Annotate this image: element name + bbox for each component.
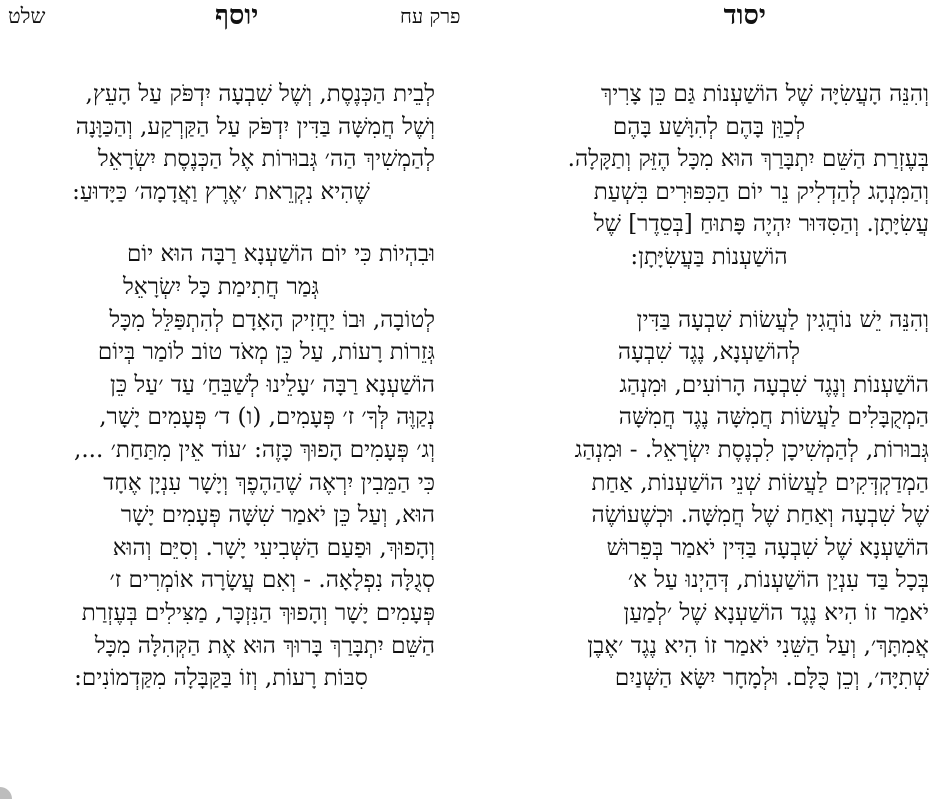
text-line: פְּעָמִים יָשָׁר וְהָפוּךְ הַנִּזְכָּר, מַצִּילִים בְּעֶזְרַת <box>81 599 435 626</box>
text-line: סִבּוֹת רָעוֹת, וְזוֹ בַּקַּבָּלָה מִקַּדְמוֹנִים: <box>74 665 368 692</box>
right-paragraph-2 <box>489 304 929 695</box>
text-line: הַמְקֻבָּלִים לַעֲשׂוֹת חֲמִשָּׁה נֶגֶד חֲמִשָּׁה <box>618 404 929 431</box>
right-paragraph-1 <box>489 78 929 274</box>
page-number: שלט <box>8 4 46 28</box>
text-line: הוּא, וְעַל כֵּן יֹאמַר שִׁשָּׁה פְּעָמִים יָשָׁר <box>120 502 435 529</box>
text-line: שֶׁל שִׁבְעָה וְאַחַת שֶׁל חֲמִשָּׁה. וּכְשֶׁעוֹשֶׂה <box>591 502 929 529</box>
text-line: וְהִנֵּה יֵשׁ נוֹהֲגִין לַעֲשׂוֹת שִׁבְעָה בַּדִּין <box>636 306 929 333</box>
text-line: יֹאמַר זוֹ הִיא נֶגֶד הוֹשַׁעְנָא שֶׁל ׳לְמַעַן <box>623 599 929 626</box>
text-line: וְהָפוּךְ, וּפַעַם הַשְּׁבִיעִי יָשָׁר. וְסִיֵּם וְהוּא <box>112 534 435 561</box>
text-line: הוֹשַׁעְנָא שֶׁל שִׁבְעָה בַּדִּין יֹאמַר בְּפֵרוּשׁ <box>606 534 929 561</box>
text-line: כִּי הַמֵּבִין יִרְאֶה שֶׁהַהֶפֶךְ וְיָשָׁר עִנְיָן אֶחָד <box>103 469 435 496</box>
text-line: בְּכָל בַּד עִנְיַן הוֹשַׁעְנוֹת, דְּהַיְנוּ עַל א׳ <box>627 567 929 594</box>
text-line: הוֹשַׁעְנוֹת וְנֶגֶד שִׁבְעָה הָרוֹעִים, וּמִנְהַג <box>619 371 929 398</box>
text-line: הוֹשַׁעְנָא רַבָּה ׳עָלֵינוּ לְשַׁבֵּחַ׳ עַד ׳עַל כֵּן <box>110 371 435 398</box>
left-paragraph-1 <box>7 78 435 208</box>
text-line: וְהִנֵּה הָעֲשִׂיָּה שֶׁל הוֹשַׁעְנוֹת גַּם כֵּן צָרִיךְ <box>600 81 929 107</box>
left-paragraph-2 <box>7 238 435 694</box>
text-line: וְשֶׁל חֲמִשָּׁה בַּדִּין יִדְפֹּק עַל הַקַּרְקַע, וְהַכַּוָּנָה <box>75 113 435 140</box>
text-line: וּבִהְיוֹת כִּי יוֹם הוֹשַׁעְנָא רַבָּה הוּא יוֹם <box>126 241 435 268</box>
running-title-left: יוסף <box>215 0 259 31</box>
text-line: בְּעֶזְרַת הַשֵּׁם יִתְבָּרַךְ הוּא מִכָּל הֶזֵּק וְתַקָּלָה. <box>567 146 929 173</box>
text-line: גְּמַר חֲתִימַת כָּל יִשְׂרָאֵל <box>123 273 319 300</box>
text-line: שְׁתִיָּה׳, וְכֵן כֻּלָּם. וּלְמָחָר יִשָּׂא הַשְּׁנַיִם <box>614 665 929 692</box>
text-line: לְהוֹשַׁעְנָא, נֶגֶד שִׁבְעָה <box>617 339 801 366</box>
text-line: לְטוֹבָה, וּבוֹ יַחֲזִיק הָאָדָם לְהִתְפַּלֵּל מִכָּל <box>109 306 435 333</box>
right-column <box>489 78 929 793</box>
left-column <box>7 78 435 793</box>
text-line: לְכַוֵּן בָּהֶם לְהִוָּשַׁע בָּהֶם <box>612 113 806 140</box>
text-line: גְּזֵרוֹת רָעוֹת, עַל כֵּן מְאֹד טוֹב לוֹמַר בְּיוֹם <box>97 339 435 366</box>
text-line: הַשֵּׁם יִתְבָּרַךְ בָּרוּךְ הוּא אֶת הַקְּהִלָּה מִכָּל <box>94 632 435 659</box>
text-line: סְגֻלָּה נִפְלָאָה. - וְאִם עֲשָׂרָה אוֹמְרִים ז׳ <box>109 567 435 594</box>
text-line: עֲשִׂיָּתָן. וְהַסִּדּוּר יִהְיֶה פָּתוּחַ [בְּסֵדֶר] שֶׁל <box>593 211 929 238</box>
text-line: אֲמִתָּךְ׳, וְעַל הַשֵּׁנִי יֹאמַר זוֹ הִיא נֶגֶד ׳אֶבֶן <box>587 632 929 659</box>
text-line: שֶׁהִיא נִקְרֵאת ׳אֶרֶץ וַאֲדָמָה׳ כַּיָּדוּעַ: <box>72 178 370 205</box>
text-line: וְג׳ פְּעָמִים הָפוּךְ כָּזֶה: ׳עוֹד אֵין מִתַּחַת׳ ..., <box>74 436 435 463</box>
text-line: נְקַוֶּה לְּךָ׳ ז׳ פְּעָמִים, (ו) ד׳ פְּעָמִים יָשָׁר, <box>99 404 435 431</box>
chapter-label: פרק עח <box>400 4 461 28</box>
running-title-right: יסוד <box>723 0 766 31</box>
text-line: הוֹשַׁעְנוֹת בַּעֲשִׂיָּתָן: <box>630 243 788 270</box>
text-line: וְהַמִּנְהָג לְהַדְלִיק נֵר יוֹם הַכִּפּוּרִים בִּשְׁעַת <box>593 178 929 205</box>
text-line: לְבֵית הַכְּנֶסֶת, וְשֶׁל שִׁבְעָה יִדְפֹּק עַל הָעֵץ, <box>85 81 435 107</box>
text-line: לְהַמְשִׁיךְ הַה׳ גְּבוּרוֹת אֶל הַכְּנֶסֶת יִשְׂרָאֵל <box>97 146 435 173</box>
text-line: הַמְדַקְדְּקִים לַעֲשׂוֹת שְׁנֵי הוֹשַׁעְנוֹת, אַחַת <box>591 469 929 496</box>
text-line: גְּבוּרוֹת, לְהַמְשִׁיכָן לִכְנֶסֶת יִשְׂרָאֵל. - וּמִנְהַג <box>574 436 929 463</box>
